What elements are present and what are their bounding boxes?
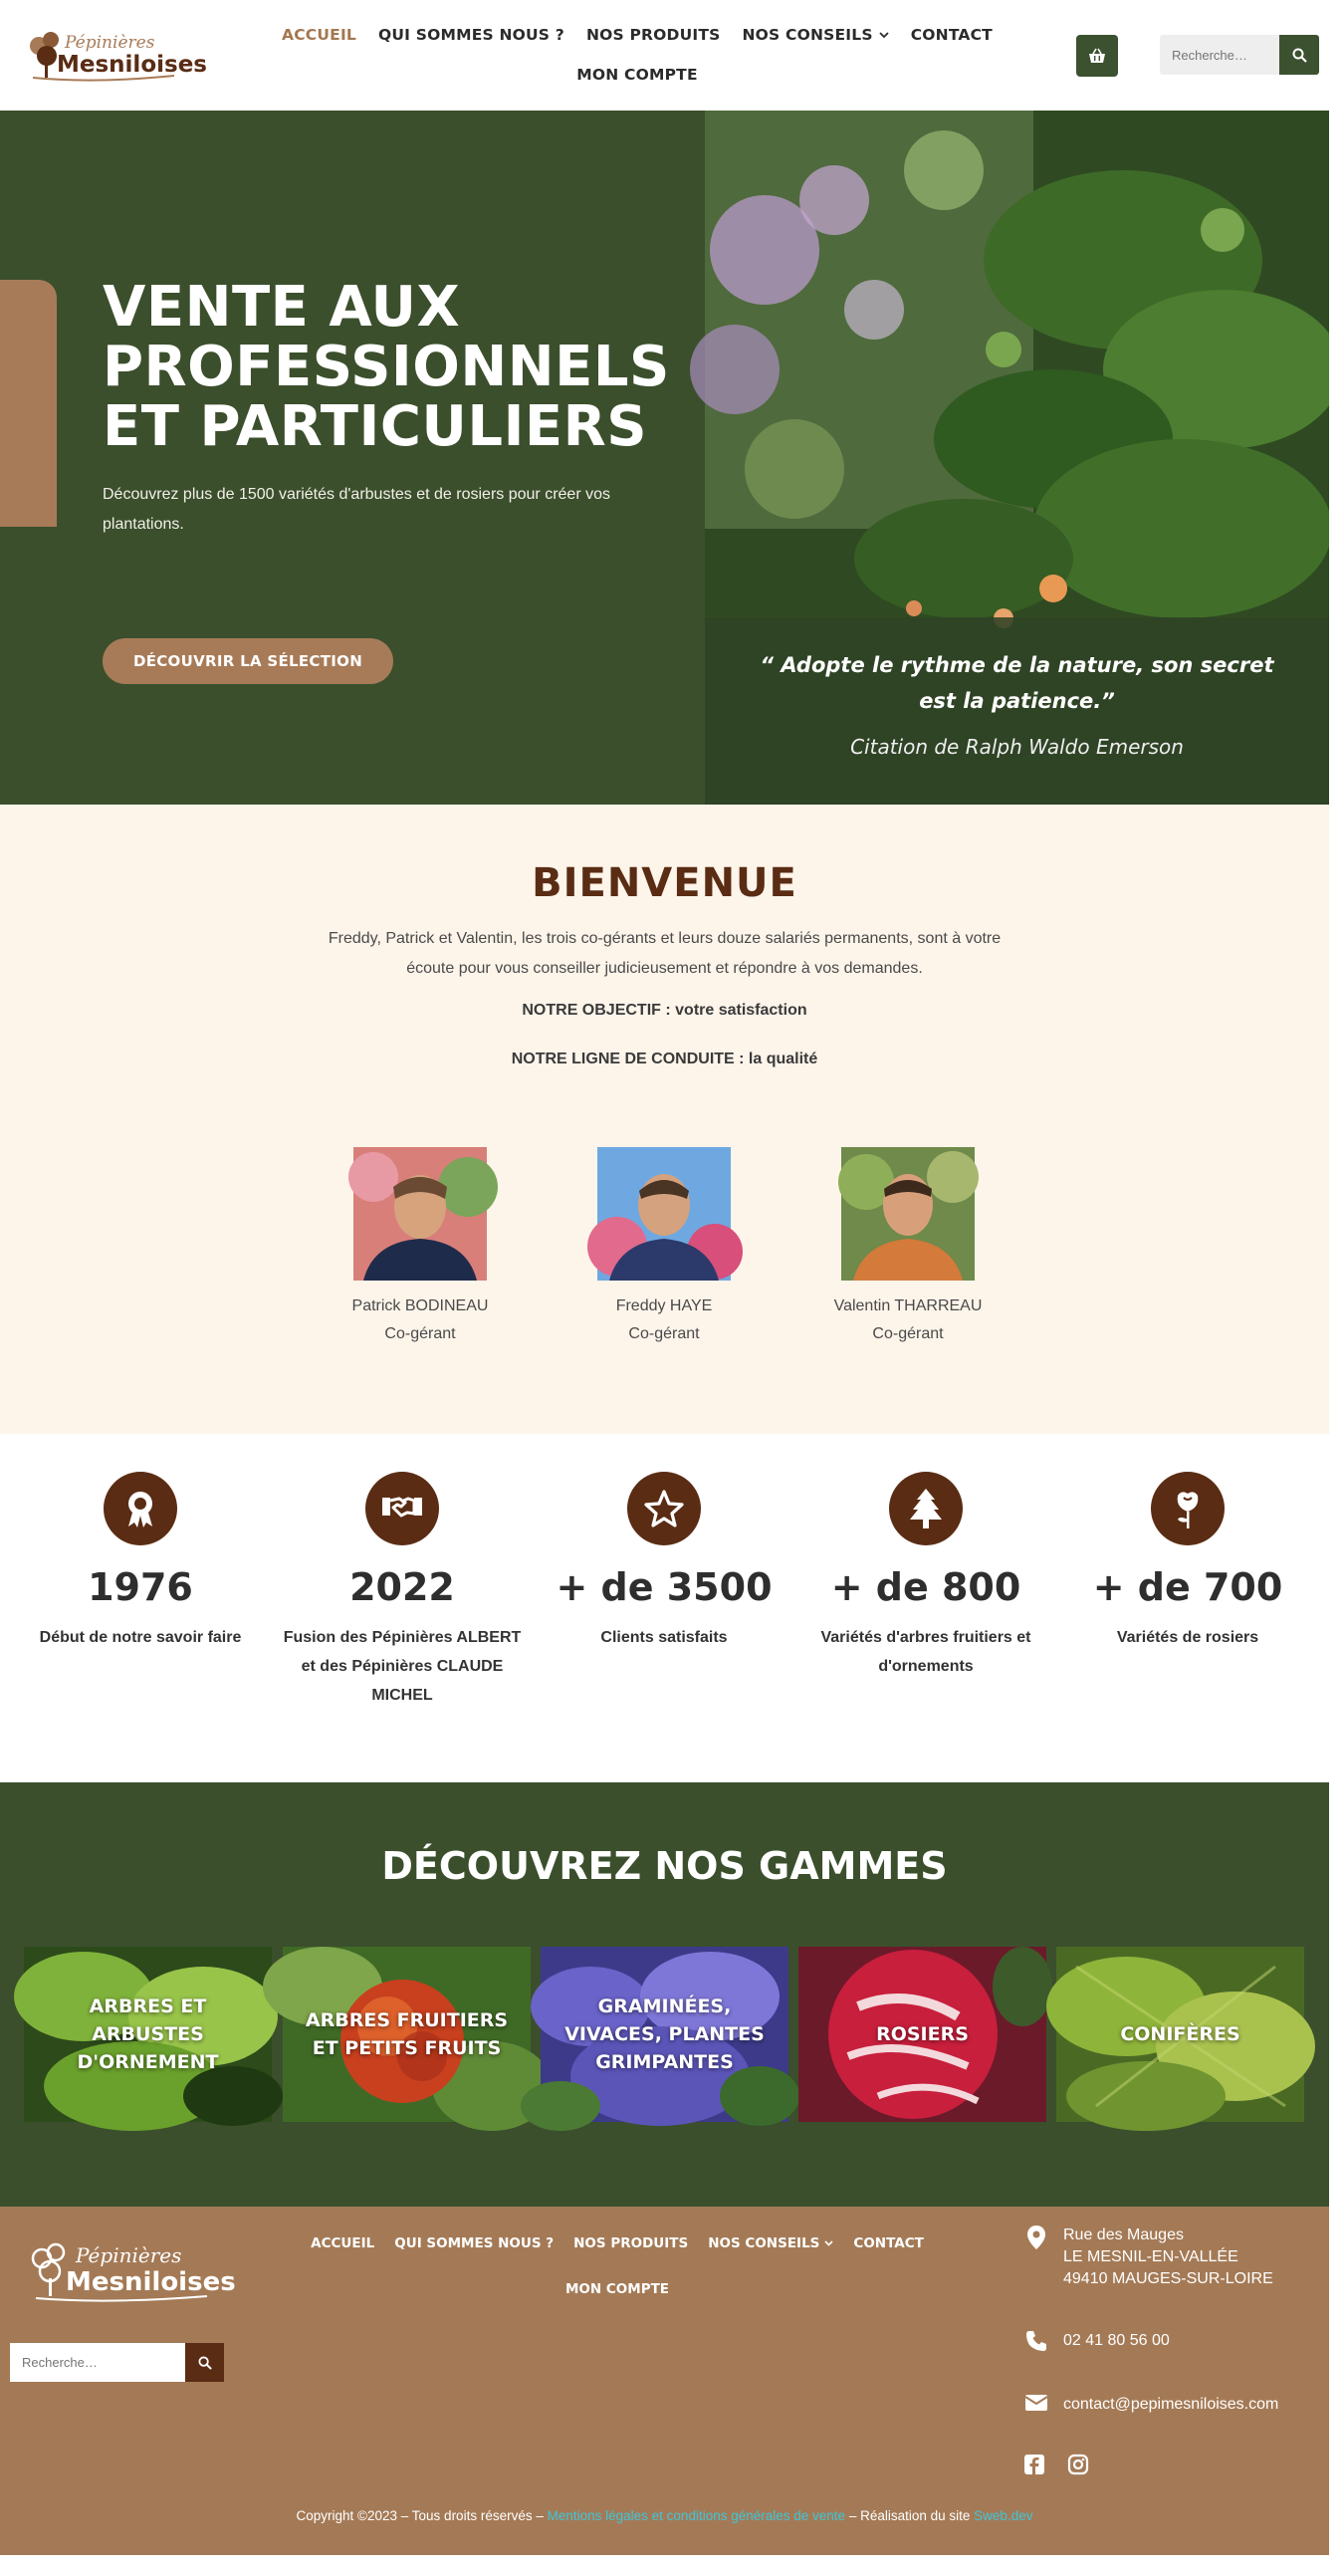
nav-nos-produits-label: NOS PRODUITS	[585, 26, 721, 44]
stat-value: 1976	[88, 1565, 193, 1609]
search-icon	[1292, 48, 1307, 63]
main-nav	[269, 18, 1006, 92]
conduct-text: NOTRE LIGNE DE CONDUITE : la qualité	[511, 1051, 818, 1067]
range-card-fruit[interactable]	[283, 1947, 531, 2122]
team-member	[788, 1147, 1027, 1348]
legal-link[interactable]: Mentions légales et conditions générales de vente	[547, 2508, 846, 2523]
stat-label: Variétés d'arbres fruitiers et d'ornements	[820, 1629, 1031, 1675]
stat-item	[801, 1472, 1050, 1681]
ranges-section	[0, 1782, 1329, 2207]
stat-label: Début de notre savoir faire	[39, 1629, 242, 1646]
stat-value: + de 800	[830, 1565, 1021, 1609]
nav-mon-compte[interactable]	[576, 66, 697, 84]
welcome-section	[0, 805, 1329, 1434]
address-line-2: LE MESNIL-EN-VALLÉE	[1063, 2248, 1238, 2265]
header-search-input[interactable]	[1160, 35, 1279, 75]
stat-item	[278, 1472, 527, 1710]
stat-value: + de 700	[1092, 1565, 1283, 1609]
footer-search-input[interactable]	[10, 2343, 185, 2382]
copyright-text: Copyright ©2023 – Tous droits réservés –	[296, 2508, 544, 2523]
nav-mon-compte-label: MON COMPTE	[576, 66, 698, 84]
phone-number: 02 41 80 56 00	[1063, 2332, 1170, 2349]
footer-nav-nos-produits[interactable]	[573, 2235, 688, 2251]
social-links	[1023, 2454, 1089, 2475]
hero-title: VENTE AUX PROFESSIONNELS ET PARTICULIERS	[103, 275, 670, 459]
page-gutter	[1329, 0, 1344, 2576]
welcome-title: BIENVENUE	[532, 860, 797, 906]
nav-nos-conseils[interactable]	[743, 26, 889, 44]
site-footer	[0, 2207, 1329, 2555]
discover-selection-button[interactable]: DÉCOUVRIR LA SÉLECTION	[103, 638, 393, 684]
footer-logo-graphic	[28, 2238, 236, 2304]
team-member-name: Freddy HAYE	[615, 1297, 713, 1314]
team-member-role: Co-gérant	[872, 1325, 944, 1342]
footer-search-button[interactable]	[185, 2343, 224, 2382]
footer-phone[interactable]	[1023, 2330, 1170, 2352]
rose-icon	[1151, 1472, 1225, 1545]
logo-graphic	[25, 26, 207, 84]
stat-item	[540, 1472, 788, 1652]
stat-value: 2022	[349, 1565, 455, 1609]
stats-section	[0, 1434, 1329, 1782]
footer-nav-nos-produits-label: NOS PRODUITS	[573, 2235, 689, 2251]
range-card-perennials[interactable]	[541, 1947, 788, 2122]
footer-nav-nos-conseils-label: NOS CONSEILS	[708, 2235, 820, 2251]
stat-item	[16, 1472, 265, 1652]
quote-author: Citation de Ralph Waldo Emerson	[850, 735, 1184, 759]
welcome-intro: Freddy, Patrick et Valentin, les trois co-gérants et leurs douze salariés permanents, sont à votre écoute pour vous conseiller judicieusement et répondre à vos demandes.	[328, 930, 1002, 977]
credit-text: – Réalisation du site	[848, 2508, 971, 2523]
chevron-down-icon	[824, 2240, 833, 2246]
team-member-role: Co-gérant	[384, 1325, 456, 1342]
footer-address	[1023, 2225, 1273, 2290]
nav-nos-produits[interactable]	[586, 26, 721, 44]
footer-nav-accueil[interactable]	[311, 2235, 374, 2251]
nav-accueil-label: ACCUEIL	[282, 26, 356, 44]
quote-text: “ Adopte le rythme de la nature, son secret est la patience.”	[760, 653, 1274, 713]
team-member-role: Co-gérant	[628, 1325, 700, 1342]
search-icon	[198, 2356, 212, 2370]
nav-qui-sommes-nous-label: QUI SOMMES NOUS ?	[378, 26, 564, 44]
nav-contact[interactable]	[911, 26, 993, 44]
range-card-conifers[interactable]	[1056, 1947, 1304, 2122]
nav-qui-sommes-nous[interactable]	[378, 26, 564, 44]
footer-nav-mon-compte-label: MON COMPTE	[564, 2281, 670, 2297]
avatar	[597, 1147, 731, 1281]
envelope-icon	[1024, 2394, 1048, 2412]
nav-contact-label: CONTACT	[910, 26, 993, 44]
stat-value: + de 3500	[556, 1565, 773, 1609]
hero-section	[0, 111, 1329, 805]
tree-icon	[889, 1472, 963, 1545]
footer-nav-qui-sommes-nous-label: QUI SOMMES NOUS ?	[394, 2235, 555, 2251]
ranges-title: DÉCOUVREZ NOS GAMMES	[381, 1844, 948, 1888]
stat-label: Variétés de rosiers	[1116, 1629, 1259, 1646]
header-search-button[interactable]	[1279, 35, 1319, 75]
hero-subtitle: Découvrez plus de 1500 variétés d'arbustes et de rosiers pour créer vos plantations.	[103, 486, 610, 533]
site-header	[0, 0, 1329, 111]
footer-search	[10, 2343, 224, 2382]
nav-nos-conseils-label: NOS CONSEILS	[742, 26, 873, 44]
star-icon	[627, 1472, 701, 1545]
email-address: contact@pepimesniloises.com	[1063, 2396, 1279, 2413]
address-line-3: 49410 MAUGES-SUR-LOIRE	[1063, 2270, 1273, 2287]
stat-item	[1063, 1472, 1312, 1652]
svg-text:Pépinières: Pépinières	[65, 33, 155, 53]
page-bottom-strip	[0, 2555, 1344, 2576]
range-card-roses[interactable]	[798, 1947, 1046, 2122]
stat-label: Clients satisfaits	[600, 1629, 728, 1646]
stat-label: Fusion des Pépinières ALBERT et des Pépinières CLAUDE MICHEL	[283, 1629, 522, 1704]
quote-panel	[705, 617, 1329, 805]
footer-nav-qui-sommes-nous[interactable]	[394, 2235, 554, 2251]
footer-nav-mon-compte[interactable]	[565, 2281, 669, 2297]
svg-text:Mesniloises: Mesniloises	[66, 2267, 236, 2297]
avatar	[353, 1147, 487, 1281]
team-member	[301, 1147, 540, 1348]
handshake-icon	[365, 1472, 439, 1545]
range-card-ornamental[interactable]	[24, 1947, 272, 2122]
range-card-label: ARBRES ET ARBUSTES D'ORNEMENT	[77, 1995, 219, 2073]
svg-text:Pépinières: Pépinières	[76, 2243, 182, 2267]
nav-accueil[interactable]	[282, 26, 356, 44]
phone-icon	[1025, 2330, 1047, 2352]
map-pin-icon	[1026, 2225, 1046, 2250]
footer-logo[interactable]	[28, 2238, 236, 2304]
range-card-label: ROSIERS	[876, 2023, 969, 2045]
credit-link[interactable]: Sweb.dev	[974, 2508, 1033, 2523]
chevron-down-icon	[879, 32, 889, 39]
instagram-icon[interactable]	[1067, 2454, 1089, 2475]
copyright	[0, 2508, 1329, 2523]
team-member-name: Patrick BODINEAU	[351, 1297, 489, 1314]
footer-nav-contact-label: CONTACT	[853, 2235, 924, 2251]
range-card-label: CONIFÈRES	[1120, 2023, 1240, 2045]
site-logo[interactable]	[25, 26, 207, 84]
address-line-1: Rue des Mauges	[1063, 2226, 1184, 2243]
basket-icon	[1088, 48, 1106, 64]
footer-email[interactable]	[1023, 2394, 1278, 2416]
footer-nav-contact[interactable]	[853, 2235, 923, 2251]
facebook-icon[interactable]	[1023, 2454, 1045, 2475]
footer-nav	[299, 2230, 936, 2302]
footer-nav-nos-conseils[interactable]	[708, 2235, 833, 2251]
award-icon	[104, 1472, 177, 1545]
avatar	[841, 1147, 975, 1281]
header-search	[1160, 35, 1319, 75]
team-member	[545, 1147, 784, 1348]
cart-button[interactable]	[1076, 35, 1118, 77]
team-member-name: Valentin THARREAU	[833, 1297, 983, 1314]
footer-nav-accueil-label: ACCUEIL	[311, 2235, 375, 2251]
range-card-label: GRAMINÉES, VIVACES, PLANTES GRIMPANTES	[564, 1995, 765, 2073]
svg-text:Mesniloises: Mesniloises	[57, 52, 207, 78]
hero-accent-shape	[0, 280, 57, 527]
range-card-label: ARBRES FRUITIERS ET PETITS FRUITS	[305, 2009, 509, 2059]
objective-text: NOTRE OBJECTIF : votre satisfaction	[522, 1002, 807, 1019]
